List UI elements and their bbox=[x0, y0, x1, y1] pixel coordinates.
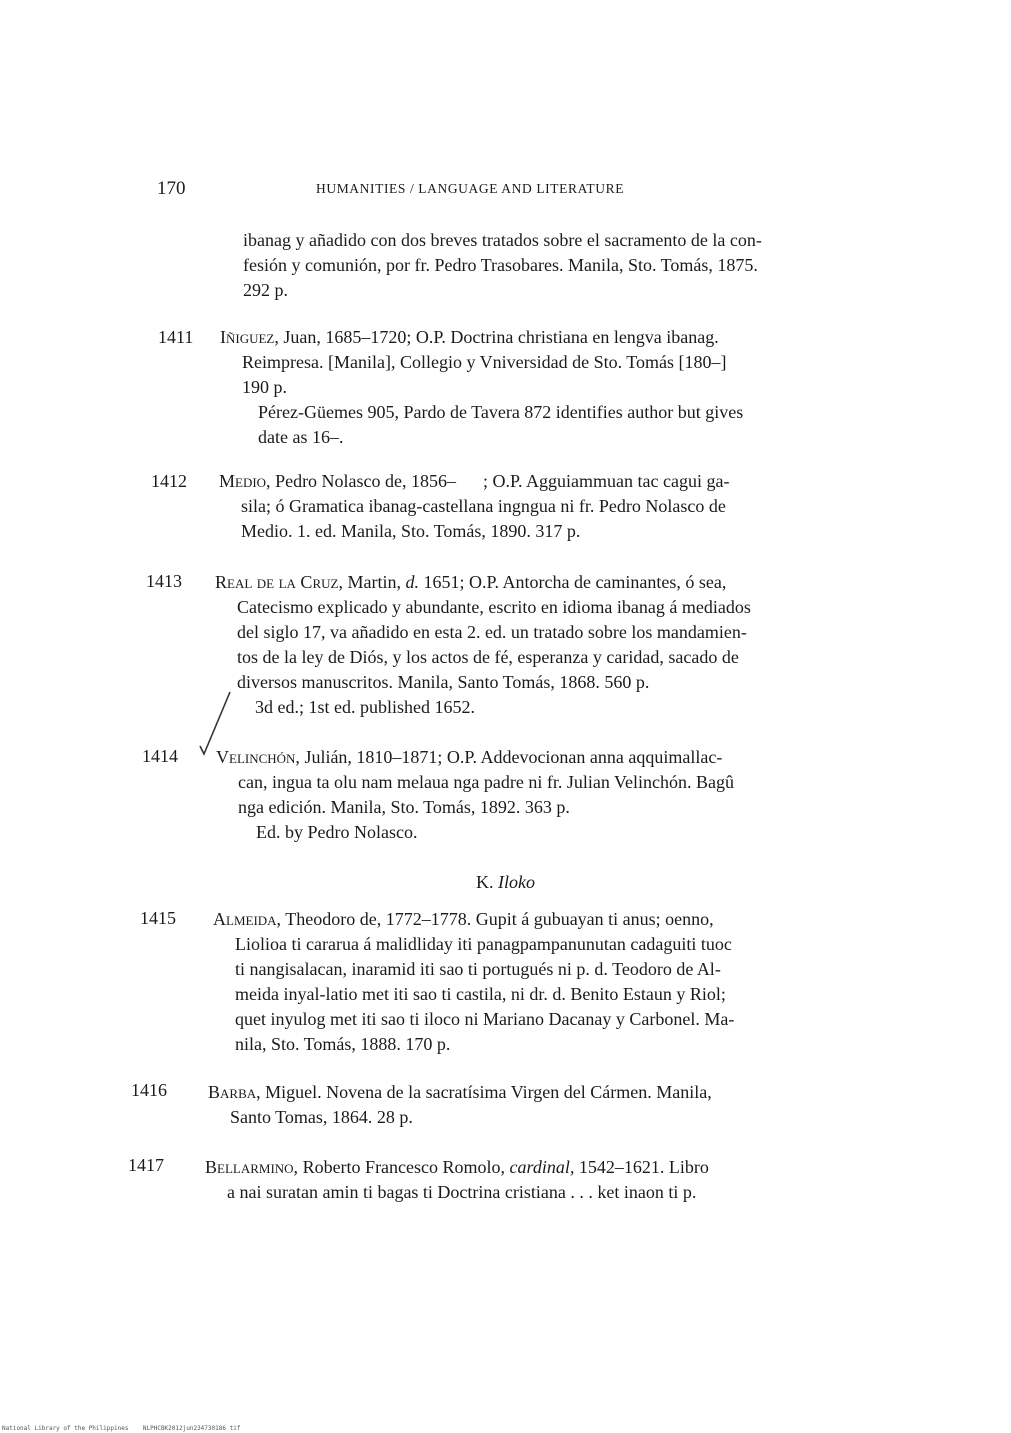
text-line: meida inyal-latio met iti sao ti castila, ni dr. d. Benito Estaun y Riol; bbox=[235, 984, 726, 1004]
text-line: ibanag y añadido con dos breves tratados sobre el sacramento de la con- bbox=[243, 230, 762, 250]
text-fragment: Roberto Francesco Romolo, bbox=[302, 1157, 506, 1177]
entry-number: 1416 bbox=[131, 1080, 167, 1100]
text-line: Juan, 1685–1720; O.P. Doctrina christiana en lengva ibanag. bbox=[283, 327, 719, 347]
page-header bbox=[0, 178, 1011, 202]
text-line: 1542–1621. Libro bbox=[578, 1157, 709, 1177]
entry-author: Barba, bbox=[208, 1082, 261, 1102]
note-line: 3d ed.; 1st ed. published 1652. bbox=[255, 697, 475, 717]
died-abbrev: d. bbox=[405, 572, 419, 592]
continuation-block bbox=[243, 228, 858, 303]
running-head: HUMANITIES / LANGUAGE AND LITERATURE bbox=[316, 181, 625, 196]
section-letter: K. bbox=[476, 872, 494, 892]
text-line: ti nangisalacan, inaramid iti sao ti portugués ni p. d. Teodoro de Al- bbox=[235, 959, 721, 979]
text-line: tos de la ley de Diós, y los actos de fé, esperanza y caridad, sacado de bbox=[237, 647, 739, 667]
text-line: 1651; O.P. Antorcha de caminantes, ó sea, bbox=[423, 572, 727, 592]
text-line: can, ingua ta olu nam melaua nga padre ni fr. Julian Velinchón. Bagû bbox=[238, 772, 735, 792]
section-title: Iloko bbox=[498, 872, 535, 892]
text-line: a nai suratan amin ti bagas ti Doctrina cristiana . . . ket inaon ti p. bbox=[227, 1182, 697, 1202]
entry-number: 1413 bbox=[146, 571, 182, 591]
note-line: date as 16–. bbox=[258, 427, 344, 447]
text-line: Catecismo explicado y abundante, escrito en idioma ibanag á mediados bbox=[237, 597, 751, 617]
entry-1413 bbox=[215, 570, 851, 720]
entry-author: Iñiguez, bbox=[220, 327, 279, 347]
entry-1414 bbox=[216, 745, 852, 845]
text-line: 292 p. bbox=[243, 280, 288, 300]
scan-footer: National Library of the Philippines NLPHCBK2012jun234730186 tif bbox=[2, 1425, 241, 1432]
note-line: Pérez-Güemes 905, Pardo de Tavera 872 identifies author but gives bbox=[258, 402, 744, 422]
text-line: nila, Sto. Tomás, 1888. 170 p. bbox=[235, 1034, 451, 1054]
text-fragment: Martin, bbox=[347, 572, 401, 592]
text-line: Julián, 1810–1871; O.P. Addevocionan anna aqquimallac- bbox=[304, 747, 723, 767]
text-line: fesión y comunión, por fr. Pedro Trasobares. Manila, Sto. Tomás, 1875. bbox=[243, 255, 758, 275]
entry-author: Almeida, bbox=[213, 909, 282, 929]
entry-number: 1417 bbox=[128, 1155, 164, 1175]
text-line: Theodoro de, 1772–1778. Gupit á gubuayan ti anus; oenno, bbox=[285, 909, 714, 929]
section-heading bbox=[0, 872, 1011, 893]
text-line: Santo Tomas, 1864. 28 p. bbox=[230, 1107, 413, 1127]
entry-1412 bbox=[219, 469, 853, 544]
entry-1416 bbox=[208, 1080, 842, 1130]
title-italic: cardinal, bbox=[509, 1157, 575, 1177]
entry-1417 bbox=[205, 1155, 843, 1205]
text-line: quet inyulog met iti sao ti iloco ni Mariano Dacanay y Carbonel. Ma- bbox=[235, 1009, 735, 1029]
entry-author: Real de la Cruz, bbox=[215, 572, 343, 592]
page-number: 170 bbox=[157, 178, 186, 199]
text-line: Pedro Nolasco de, 1856– ; O.P. Agguiammuan tac cagui ga- bbox=[275, 471, 730, 491]
text-line: diversos manuscritos. Manila, Santo Tomás, 1868. 560 p. bbox=[237, 672, 650, 692]
text-line: del siglo 17, va añadido en esta 2. ed. un tratado sobre los mandamien- bbox=[237, 622, 747, 642]
entry-1411 bbox=[220, 325, 856, 450]
note-line: Ed. by Pedro Nolasco. bbox=[256, 822, 418, 842]
entry-1415 bbox=[213, 907, 848, 1057]
text-line: Reimpresa. [Manila], Collegio y Vniversidad de Sto. Tomás [180–] bbox=[242, 352, 727, 372]
entry-number: 1414 bbox=[142, 746, 178, 766]
text-line: nga edición. Manila, Sto. Tomás, 1892. 363 p. bbox=[238, 797, 570, 817]
entry-author: Velinchón, bbox=[216, 747, 300, 767]
entry-author: Medio, bbox=[219, 471, 271, 491]
text-line: 190 p. bbox=[242, 377, 287, 397]
entry-number: 1415 bbox=[140, 908, 176, 928]
text-line: Liolioa ti cararua á malidliday iti panagpampanunutan cadaguiti tuoc bbox=[235, 934, 732, 954]
entry-author: Bellarmino, bbox=[205, 1157, 299, 1177]
entry-number: 1412 bbox=[151, 471, 187, 491]
text-line: Medio. 1. ed. Manila, Sto. Tomás, 1890. 317 p. bbox=[241, 521, 581, 541]
entry-number: 1411 bbox=[158, 327, 194, 347]
text-line: Miguel. Novena de la sacratísima Virgen del Cármen. Manila, bbox=[265, 1082, 712, 1102]
text-line: sila; ó Gramatica ibanag-castellana ingngua ni fr. Pedro Nolasco de bbox=[241, 496, 726, 516]
